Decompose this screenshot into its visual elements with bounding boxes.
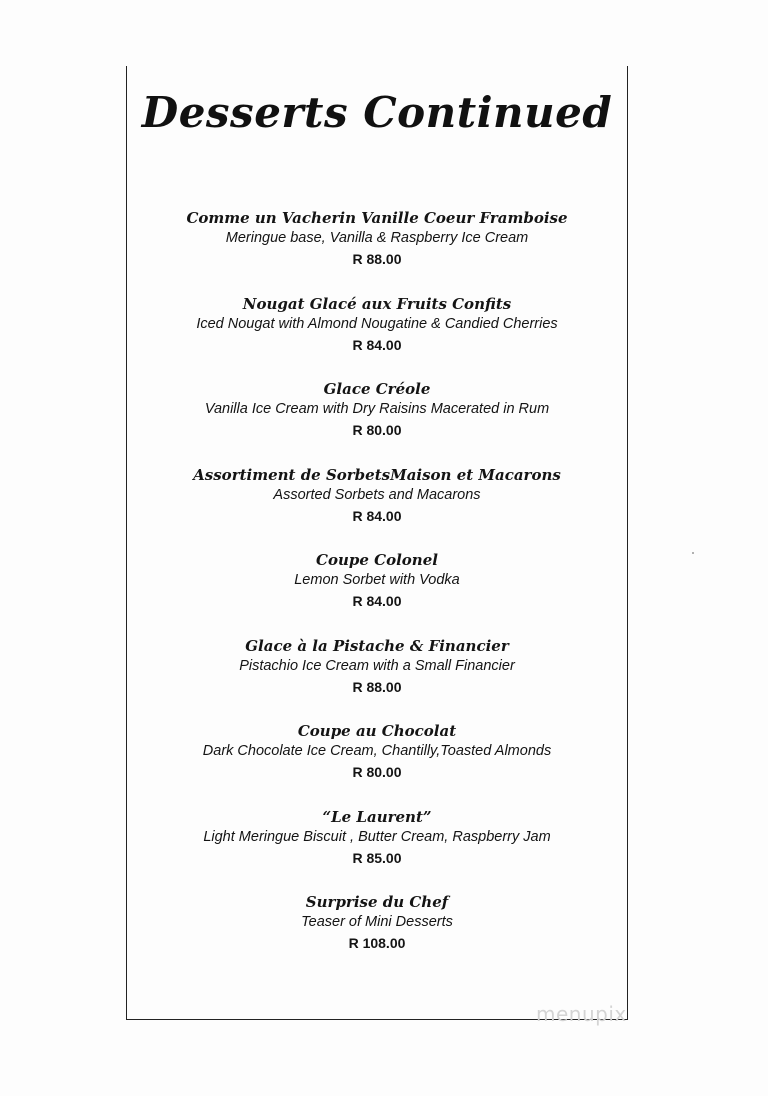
- menu-item: [126, 550, 628, 636]
- menu-item: [126, 721, 628, 807]
- item-description: Assorted Sorbets and Macarons: [273, 486, 481, 503]
- item-price: R 80.00: [352, 422, 402, 438]
- menu-item: [126, 807, 628, 893]
- item-price: R 85.00: [352, 849, 402, 866]
- page-title: Desserts Continued: [141, 88, 613, 137]
- item-name: Nougat Glacé aux Fruits Confits: [242, 294, 512, 313]
- item-name: Coupe Colonel: [316, 551, 438, 569]
- item-name: Coupe au Chocolat: [297, 722, 457, 740]
- dessert-list: [126, 208, 628, 978]
- item-description: Iced Nougat with Almond Nougatine & Candied Cherries: [196, 315, 558, 332]
- item-price: R 80.00: [352, 764, 402, 780]
- item-price: R 84.00: [352, 336, 402, 353]
- watermark-logo: menupix: [536, 1002, 627, 1026]
- item-price: R 88.00: [352, 678, 402, 695]
- item-description: Pistachio Ice Cream with a Small Financier: [239, 657, 515, 674]
- item-price: R 84.00: [352, 593, 402, 609]
- item-description: Vanilla Ice Cream with Dry Raisins Macerated in Rum: [204, 401, 550, 417]
- item-description: Meringue base, Vanilla & Raspberry Ice Cream: [225, 230, 529, 246]
- item-description: Dark Chocolate Ice Cream, Chantilly,Toasted Almonds: [202, 743, 552, 759]
- menu-item: [126, 465, 628, 551]
- item-name: Glace à la Pistache & Financier: [245, 636, 509, 655]
- menu-item: [126, 379, 628, 465]
- item-description: Light Meringue Biscuit , Butter Cream, Raspberry Jam: [203, 828, 551, 845]
- menu-item: [126, 636, 628, 722]
- item-name: “Le Laurent”: [322, 807, 432, 826]
- item-description: Teaser of Mini Desserts: [301, 914, 453, 930]
- item-description: Lemon Sorbet with Vodka: [294, 572, 460, 588]
- item-name: Comme un Vacherin Vanille Coeur Framboise: [186, 209, 568, 227]
- item-name: Assortiment de SorbetsMaison et Macarons: [193, 465, 561, 484]
- menu-item: [126, 294, 628, 380]
- item-name: Glace Créole: [323, 380, 431, 398]
- menu-item: [126, 892, 628, 978]
- item-price: R 108.00: [348, 935, 406, 951]
- item-price: R 84.00: [352, 507, 402, 524]
- menu-item: [126, 208, 628, 294]
- item-name: Surprise du Chef: [305, 893, 449, 911]
- item-price: R 88.00: [352, 251, 402, 267]
- scan-speck: [692, 552, 694, 554]
